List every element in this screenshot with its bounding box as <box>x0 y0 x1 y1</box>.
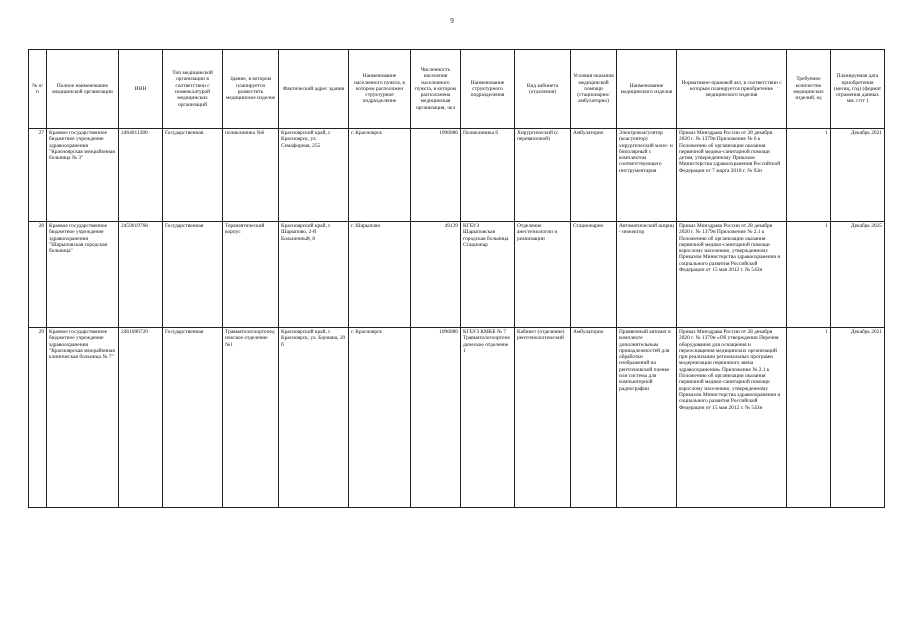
header-act: Нормативно-правовой акт, в соответствии с которым планируется приобретение медицинского изделия <box>677 50 787 129</box>
row-date: Декабрь 2025 <box>831 222 885 328</box>
row-org: Краевое государственное бюджетное учреждение здравоохранения "Красноярская межрайонная клиническая больница № 7" <box>47 328 119 508</box>
header-qty: Требуемое количество медицинских изделий, ед <box>787 50 831 129</box>
row-org: Краевое государственное бюджетное учреждение здравоохранения "Красноярская межрайонная больница № 3" <box>47 129 119 222</box>
row-cabinet: Хирургический (с перевязочной) <box>515 129 571 222</box>
row-type: Государственная <box>163 222 223 328</box>
header-inn: ИНН <box>119 50 163 129</box>
row-unit: КГБУЗ КМКБ № 7 Травматологоортопедическое отделение 1 <box>461 328 515 508</box>
row-qty: 1 <box>787 129 831 222</box>
row-type: Государственная <box>163 328 223 508</box>
row-inn: 2464011380 <box>119 129 163 222</box>
row-locality: г. Красноярск <box>349 129 411 222</box>
row-inn: 2461006720 <box>119 328 163 508</box>
row-unit: Поликлиника 6 <box>461 129 515 222</box>
row-act: Приказ Минздрава России от 28 декабря 2020 г. № 1379н «Об утверждении Перечня оборудования для оснащения и переоснащения медицинских организаций при реализации региональных программ модернизации первичного звена здравоохранения» Приложение № 2.1 к Положению об организации оказания первичной медико-санитарной помощи взрослому населению, утвержденному Приказом Министерства здравоохранения и социального развития Российской Федерации от 15 мая 2012 г. № 543н <box>677 328 787 508</box>
row-inn: 2459019768 <box>119 222 163 328</box>
row-type: Государственная <box>163 129 223 222</box>
row-address: Красноярский край, г. Шарыпово, 2-й Больничный, 8 <box>279 222 349 328</box>
row-conditions: Стационарно <box>571 222 617 328</box>
row-org: Краевое государственное бюджетное учреждение здравоохранения "Шарыповская городская больница" <box>47 222 119 328</box>
row-device: Проявочный автомат в комплекте дополнительным принадлежностей для обработки изображений на рентгеновской пленке или система для компьютерной радиографии <box>617 328 677 508</box>
row-act: Приказ Минздрава России от 28 декабря 2020 г. № 1379н Приложение № 6 к Положению об организации оказания первичной медико-санитарной помощи детям, утвержденному Приказом Министерства здравоохранения Российской Федерации от 7 марта 2018 г. № 92н <box>677 129 787 222</box>
header-row <box>29 50 885 129</box>
row-cabinet: Отделение анестезиологии и реанимации <box>515 222 571 328</box>
row-locality: г. Красноярск <box>349 328 411 508</box>
row-unit: КГБУЗ Шарыповская городская больница Стационар <box>461 222 515 328</box>
row-building: Терапевтический корпус <box>223 222 279 328</box>
header-org: Полное наименование медицинской организации <box>47 50 119 129</box>
header-type: Тип медицинской организации в соответствии с номенклатурой медицинских организаций <box>163 50 223 129</box>
header-address: Фактический адрес здания <box>279 50 349 129</box>
row-qty: 1 <box>787 222 831 328</box>
row-address: Красноярский край, г. Красноярск, ул. Баумана, 20 б <box>279 328 349 508</box>
row-qty: 1 <box>787 328 831 508</box>
header-unit: Наименование структурного подразделения <box>461 50 515 129</box>
header-date: Планируемая дата приобретения (месяц, год) (формат отражения данных мм. гггг ) <box>831 50 885 129</box>
row-num: 29 <box>29 328 47 508</box>
row-num: 28 <box>29 222 47 328</box>
header-cabinet: Вид кабинета (отделения) <box>515 50 571 129</box>
header-building: Здание, в котором планируется разместить медицинское изделие <box>223 50 279 129</box>
table-row <box>29 222 885 328</box>
row-population: 49139 <box>411 222 461 328</box>
row-population: 1096086 <box>411 129 461 222</box>
row-act: Приказ Минздрава России от 28 декабря 2020 г. № 1379н Приложение № 2.1 к Положению об организации оказания первичной медико-санитарной помощи взрослому населению, утвержденному Приказом Министерства здравоохранения и социального развития Российской Федерации от 15 мая 2012 г. № 543н <box>677 222 787 328</box>
row-device: Автоматический шприц - инжектор <box>617 222 677 328</box>
row-date: Декабрь 2021 <box>831 328 885 508</box>
row-population: 1096086 <box>411 328 461 508</box>
row-locality: г. Шарыпово <box>349 222 411 328</box>
row-cabinet: Кабинет (отделение) рентгенологический <box>515 328 571 508</box>
row-conditions: Амбулаторно <box>571 328 617 508</box>
row-building: поликлиника №6 <box>223 129 279 222</box>
header-locality: Наименование населенного пункта, в котором расположен структурное подразделение <box>349 50 411 129</box>
header-conditions: Условия оказания медицинской помощи (стационарно/ амбулаторно) <box>571 50 617 129</box>
row-building: Травматологоортопедическое отделение №1 <box>223 328 279 508</box>
page-number: 9 <box>450 17 454 25</box>
header-population: Численность населения населенного пункта, в котором расположена медицинская организация, чел <box>411 50 461 129</box>
row-conditions: Амбулаторно <box>571 129 617 222</box>
table-row <box>29 129 885 222</box>
row-num: 27 <box>29 129 47 222</box>
equipment-table <box>28 49 885 508</box>
row-device: Электрокоагулятор (коагулятор) хирургический моно- и биполярный с комплектом соответствующего инструментария <box>617 129 677 222</box>
header-device: Наименование медицинского изделия <box>617 50 677 129</box>
row-date: Декабрь 2021 <box>831 129 885 222</box>
header-num: № п/п <box>29 50 47 129</box>
row-address: Красноярский край, г. Красноярск, ул. Семафорная, 255 <box>279 129 349 222</box>
table-row <box>29 328 885 508</box>
